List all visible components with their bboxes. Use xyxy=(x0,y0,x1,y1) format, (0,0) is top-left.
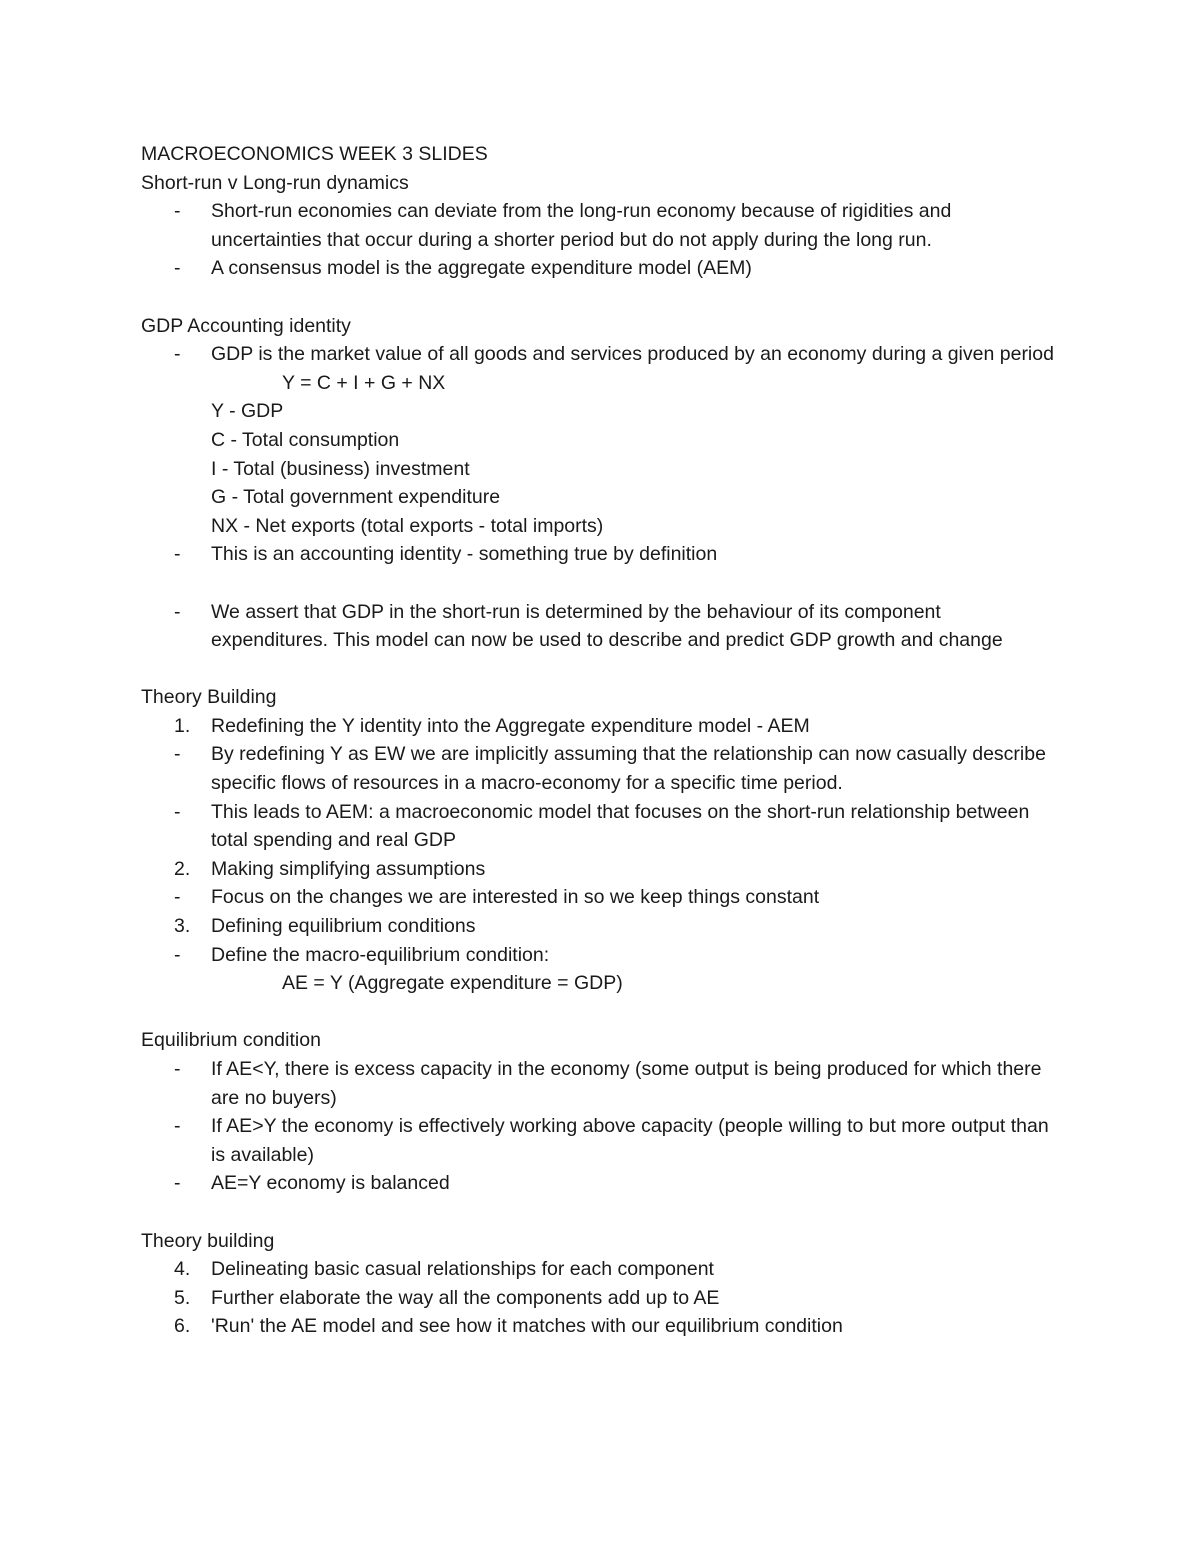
numbered-item: 1. Redefining the Y identity into the Aggregate expenditure model - AEM xyxy=(141,712,1061,741)
blank-line xyxy=(141,283,1061,312)
bullet-item: - AE=Y economy is balanced xyxy=(141,1169,1061,1198)
numbered-item: 5. Further elaborate the way all the components add up to AE xyxy=(141,1284,1061,1313)
section-heading-theory-building: Theory Building xyxy=(141,686,277,709)
bullet-item: - Short-run economies can deviate from the long-run economy because of rigidities and uncertainties that occur during a shorter period but do not apply during the long run. xyxy=(141,197,1061,254)
section-heading-theory-building-2: Theory building xyxy=(141,1229,275,1252)
document-title: MACROECONOMICS WEEK 3 SLIDES xyxy=(141,143,488,165)
document-body xyxy=(141,140,1061,1341)
dash-marker: - xyxy=(174,1172,181,1195)
bullet-item: - This is an accounting identity - something true by definition xyxy=(141,540,1061,569)
number-marker: 3. xyxy=(174,915,191,938)
section-heading-short-run: Short-run v Long-run dynamics xyxy=(141,171,409,194)
definition-line: G - Total government expenditure xyxy=(211,486,501,509)
bullet-item: - We assert that GDP in the short-run is determined by the behaviour of its component expenditures. This model can now be used to describe and predict GDP growth and change xyxy=(141,598,1061,655)
bullet-item: - If AE<Y, there is excess capacity in the economy (some output is being produced for which there are no buyers) xyxy=(141,1055,1061,1112)
bullet-item: - By redefining Y as EW we are implicitly assuming that the relationship can now casually describe specific flows of resources in a macro-economy for a specific time period. xyxy=(141,740,1061,797)
blank-line xyxy=(141,1198,1061,1227)
blank-line xyxy=(141,998,1061,1027)
bullet-item: - GDP is the market value of all goods and services produced by an economy during a given period xyxy=(141,340,1061,369)
dash-marker: - xyxy=(174,886,181,909)
dash-marker: - xyxy=(174,743,181,766)
number-marker: 4. xyxy=(174,1258,191,1281)
number-marker: 6. xyxy=(174,1315,191,1338)
definition-line: I - Total (business) investment xyxy=(211,457,470,480)
definition-line: NX - Net exports (total exports - total imports) xyxy=(211,514,604,537)
definition-line: C - Total consumption xyxy=(211,428,400,451)
definition-line: Y - GDP xyxy=(211,400,284,423)
blank-line xyxy=(141,569,1061,598)
number-marker: 1. xyxy=(174,714,191,737)
section-heading-equilibrium: Equilibrium condition xyxy=(141,1029,321,1052)
dash-marker: - xyxy=(174,543,181,566)
dash-marker: - xyxy=(174,343,181,366)
dash-marker: - xyxy=(174,1058,181,1080)
dash-marker: - xyxy=(174,1115,181,1138)
bullet-item: - A consensus model is the aggregate expenditure model (AEM) xyxy=(141,254,1061,283)
dash-marker: - xyxy=(174,257,181,280)
number-marker: 2. xyxy=(174,857,191,880)
dash-marker: - xyxy=(174,943,181,966)
numbered-item: 2. Making simplifying assumptions xyxy=(141,855,1061,884)
bullet-item: - If AE>Y the economy is effectively working above capacity (people willing to but more output than is available) xyxy=(141,1112,1061,1169)
bullet-item: - Focus on the changes we are interested in so we keep things constant xyxy=(141,883,1061,912)
dash-marker: - xyxy=(174,200,181,223)
section-heading-gdp-identity: GDP Accounting identity xyxy=(141,314,351,337)
equilibrium-equation: AE = Y (Aggregate expenditure = GDP) xyxy=(282,972,623,995)
bullet-item: - This leads to AEM: a macroeconomic model that focuses on the short-run relationship between total spending and real GDP xyxy=(141,798,1061,855)
numbered-item: 6. 'Run' the AE model and see how it matches with our equilibrium condition xyxy=(141,1312,1061,1341)
numbered-item: 4. Delineating basic casual relationships for each component xyxy=(141,1255,1061,1284)
gdp-equation: Y = C + I + G + NX xyxy=(282,371,446,394)
numbered-item: 3. Defining equilibrium conditions xyxy=(141,912,1061,941)
dash-marker: - xyxy=(174,800,181,823)
number-marker: 5. xyxy=(174,1286,191,1309)
blank-line xyxy=(141,655,1061,684)
dash-marker: - xyxy=(174,600,181,623)
bullet-item: - Define the macro-equilibrium condition: xyxy=(141,941,1061,970)
